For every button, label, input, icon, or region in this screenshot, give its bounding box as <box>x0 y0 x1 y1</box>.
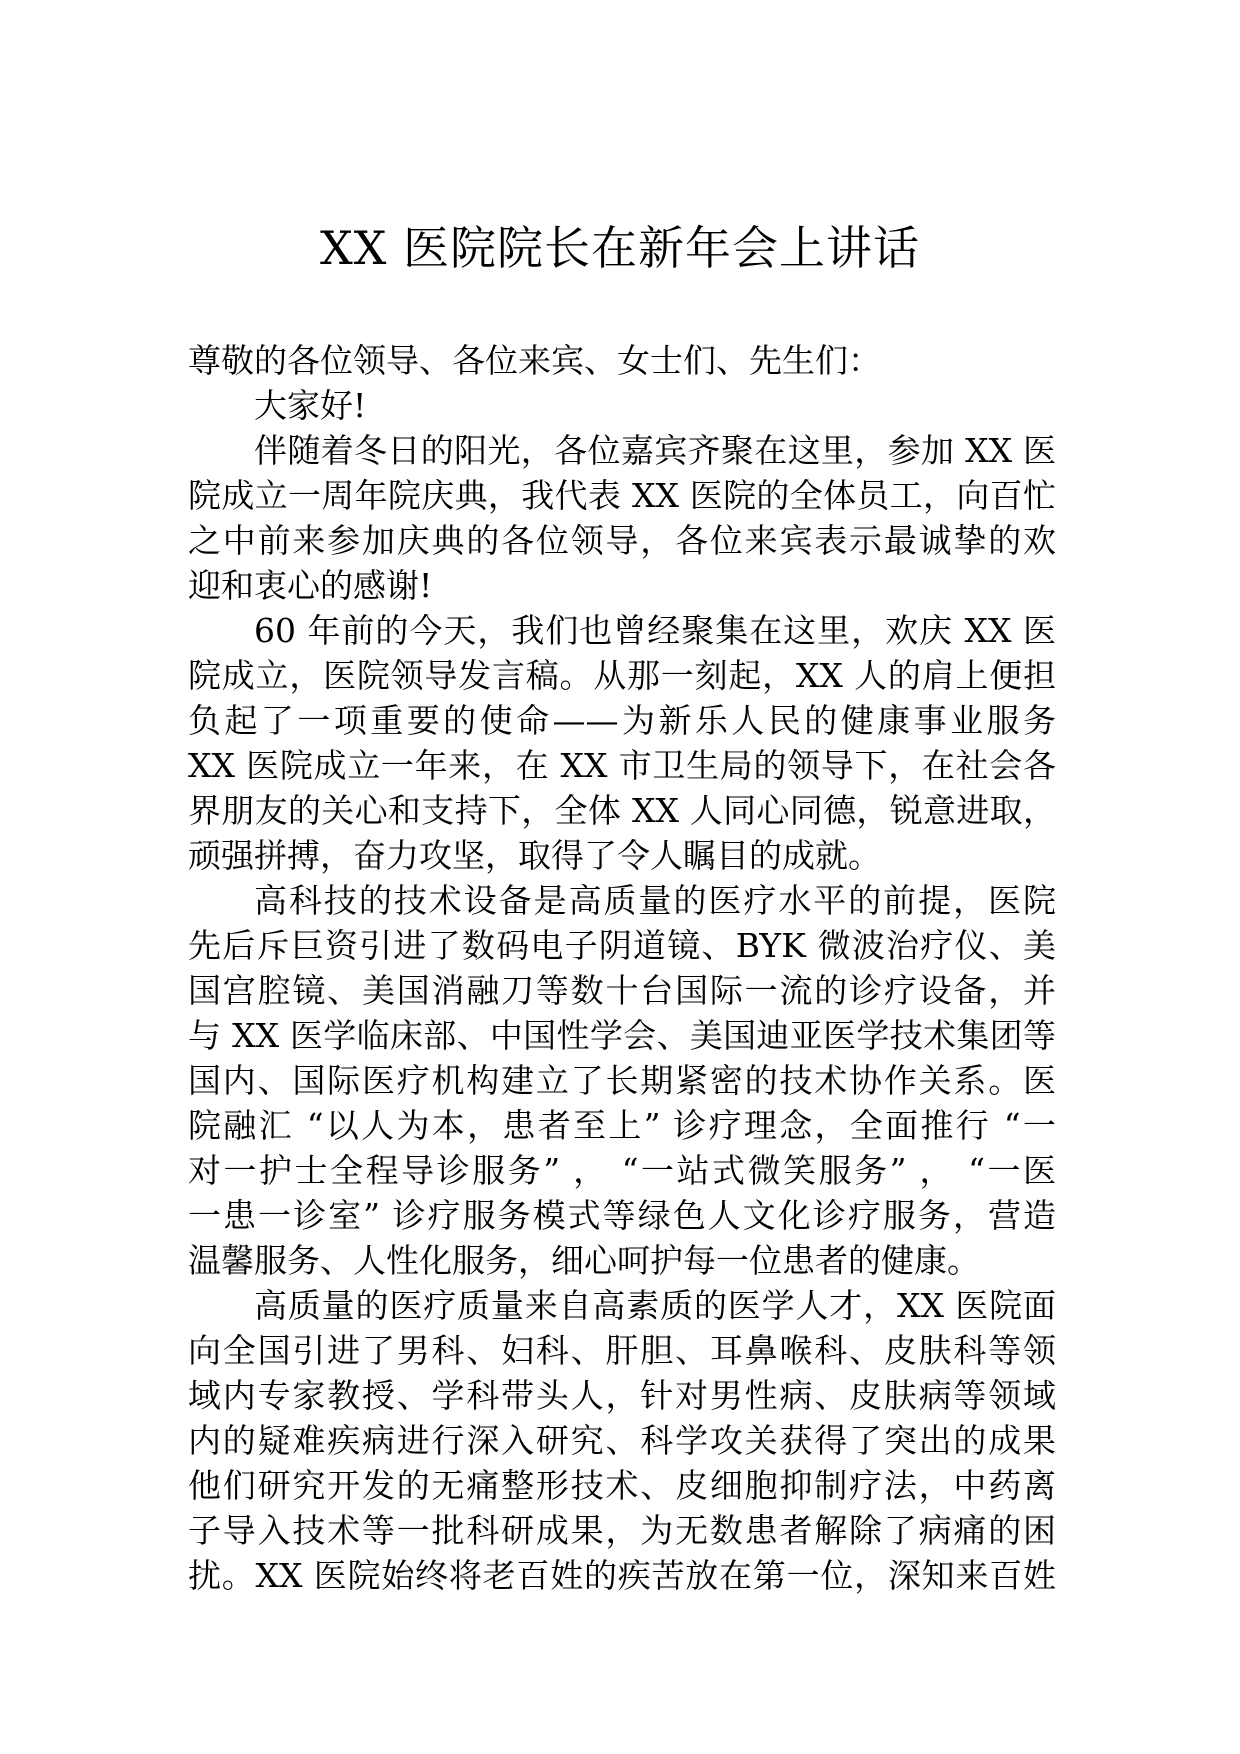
paragraph-line: 子导入技术等一批科研成果，为无数患者解除了病痛的困 <box>188 1511 1056 1550</box>
paragraph-line: 内的疑难疾病进行深入研究、科学攻关获得了突出的成果 <box>188 1421 1056 1460</box>
paragraph-line: 对一护士全程导诊服务” ， “一站式微笑服务” ， “一医 <box>188 1151 1056 1190</box>
document-body <box>188 338 1056 1598</box>
paragraph-history <box>188 608 1056 878</box>
paragraph-line: XX 医院成立一年来，在 XX 市卫生局的领导下，在社会各 <box>188 746 1056 785</box>
paragraph-line: 扰。XX 医院始终将老百姓的疾苦放在第一位，深知来百姓 <box>188 1556 1056 1595</box>
paragraph-line: 向全国引进了男科、妇科、肝胆、耳鼻喉科、皮肤科等领 <box>188 1331 1056 1370</box>
paragraph-line: 高质量的医疗质量来自高素质的医学人才，XX 医院面 <box>254 1286 1056 1325</box>
paragraph-line: 一患一诊室” 诊疗服务模式等绿色人文化诊疗服务，营造 <box>188 1196 1056 1235</box>
paragraph-line: 域内专家教授、学科带头人，针对男性病、皮肤病等领域 <box>188 1376 1056 1415</box>
paragraph-line: 负起了一项重要的使命——为新乐人民的健康事业服务 <box>188 701 1056 740</box>
paragraph-line: 60 年前的今天，我们也曾经聚集在这里，欢庆 XX 医 <box>254 611 1056 650</box>
paragraph-line: 院成立一周年院庆典，我代表 XX 医院的全体员工，向百忙 <box>188 476 1056 515</box>
paragraph-line: 与 XX 医学临床部、中国性学会、美国迪亚医学技术集团等 <box>188 1016 1056 1055</box>
paragraph-line: 界朋友的关心和支持下，全体 XX 人同心同德，锐意进取， <box>188 791 1056 830</box>
paragraph-welcome <box>188 428 1056 608</box>
paragraph-line: 之中前来参加庆典的各位领导，各位来宾表示最诚挚的欢 <box>188 521 1056 560</box>
paragraph-line: 高科技的技术设备是高质量的医疗水平的前提，医院 <box>254 881 1056 920</box>
paragraph-line: 伴随着冬日的阳光，各位嘉宾齐聚在这里，参加 XX 医 <box>254 431 1056 470</box>
paragraph-line: 国宫腔镜、美国消融刀等数十台国际一流的诊疗设备，并 <box>188 971 1056 1010</box>
paragraph-line: 温馨服务、人性化服务，细心呵护每一位患者的健康。 <box>188 1241 980 1280</box>
paragraph-line: 迎和衷心的感谢! <box>188 566 433 605</box>
document-title: XX 医院院长在新年会上讲话 <box>319 221 921 275</box>
paragraph-line: 先后斥巨资引进了数码电子阴道镜、BYK 微波治疗仪、美 <box>188 926 1056 965</box>
paragraph-equipment <box>188 878 1056 1283</box>
paragraph-line: 院成立，医院领导发言稿。从那一刻起，XX 人的肩上便担 <box>188 656 1056 695</box>
salutation: 尊敬的各位领导、各位来宾、女士们、先生们： <box>188 341 881 380</box>
paragraph-line: 院融汇 “以人为本，患者至上” 诊疗理念，全面推行 “一 <box>188 1106 1056 1145</box>
paragraph-line: 顽强拼搏，奋力攻坚，取得了令人瞩目的成就。 <box>188 836 881 875</box>
paragraph-line: 他们研究开发的无痛整形技术、皮细胞抑制疗法，中药离 <box>188 1466 1056 1505</box>
paragraph-line: 国内、国际医疗机构建立了长期紧密的技术协作关系。医 <box>188 1061 1056 1100</box>
paragraph-talent <box>188 1283 1056 1598</box>
paragraph-line: 大家好! <box>254 386 367 425</box>
paragraph-greeting <box>188 383 1056 428</box>
